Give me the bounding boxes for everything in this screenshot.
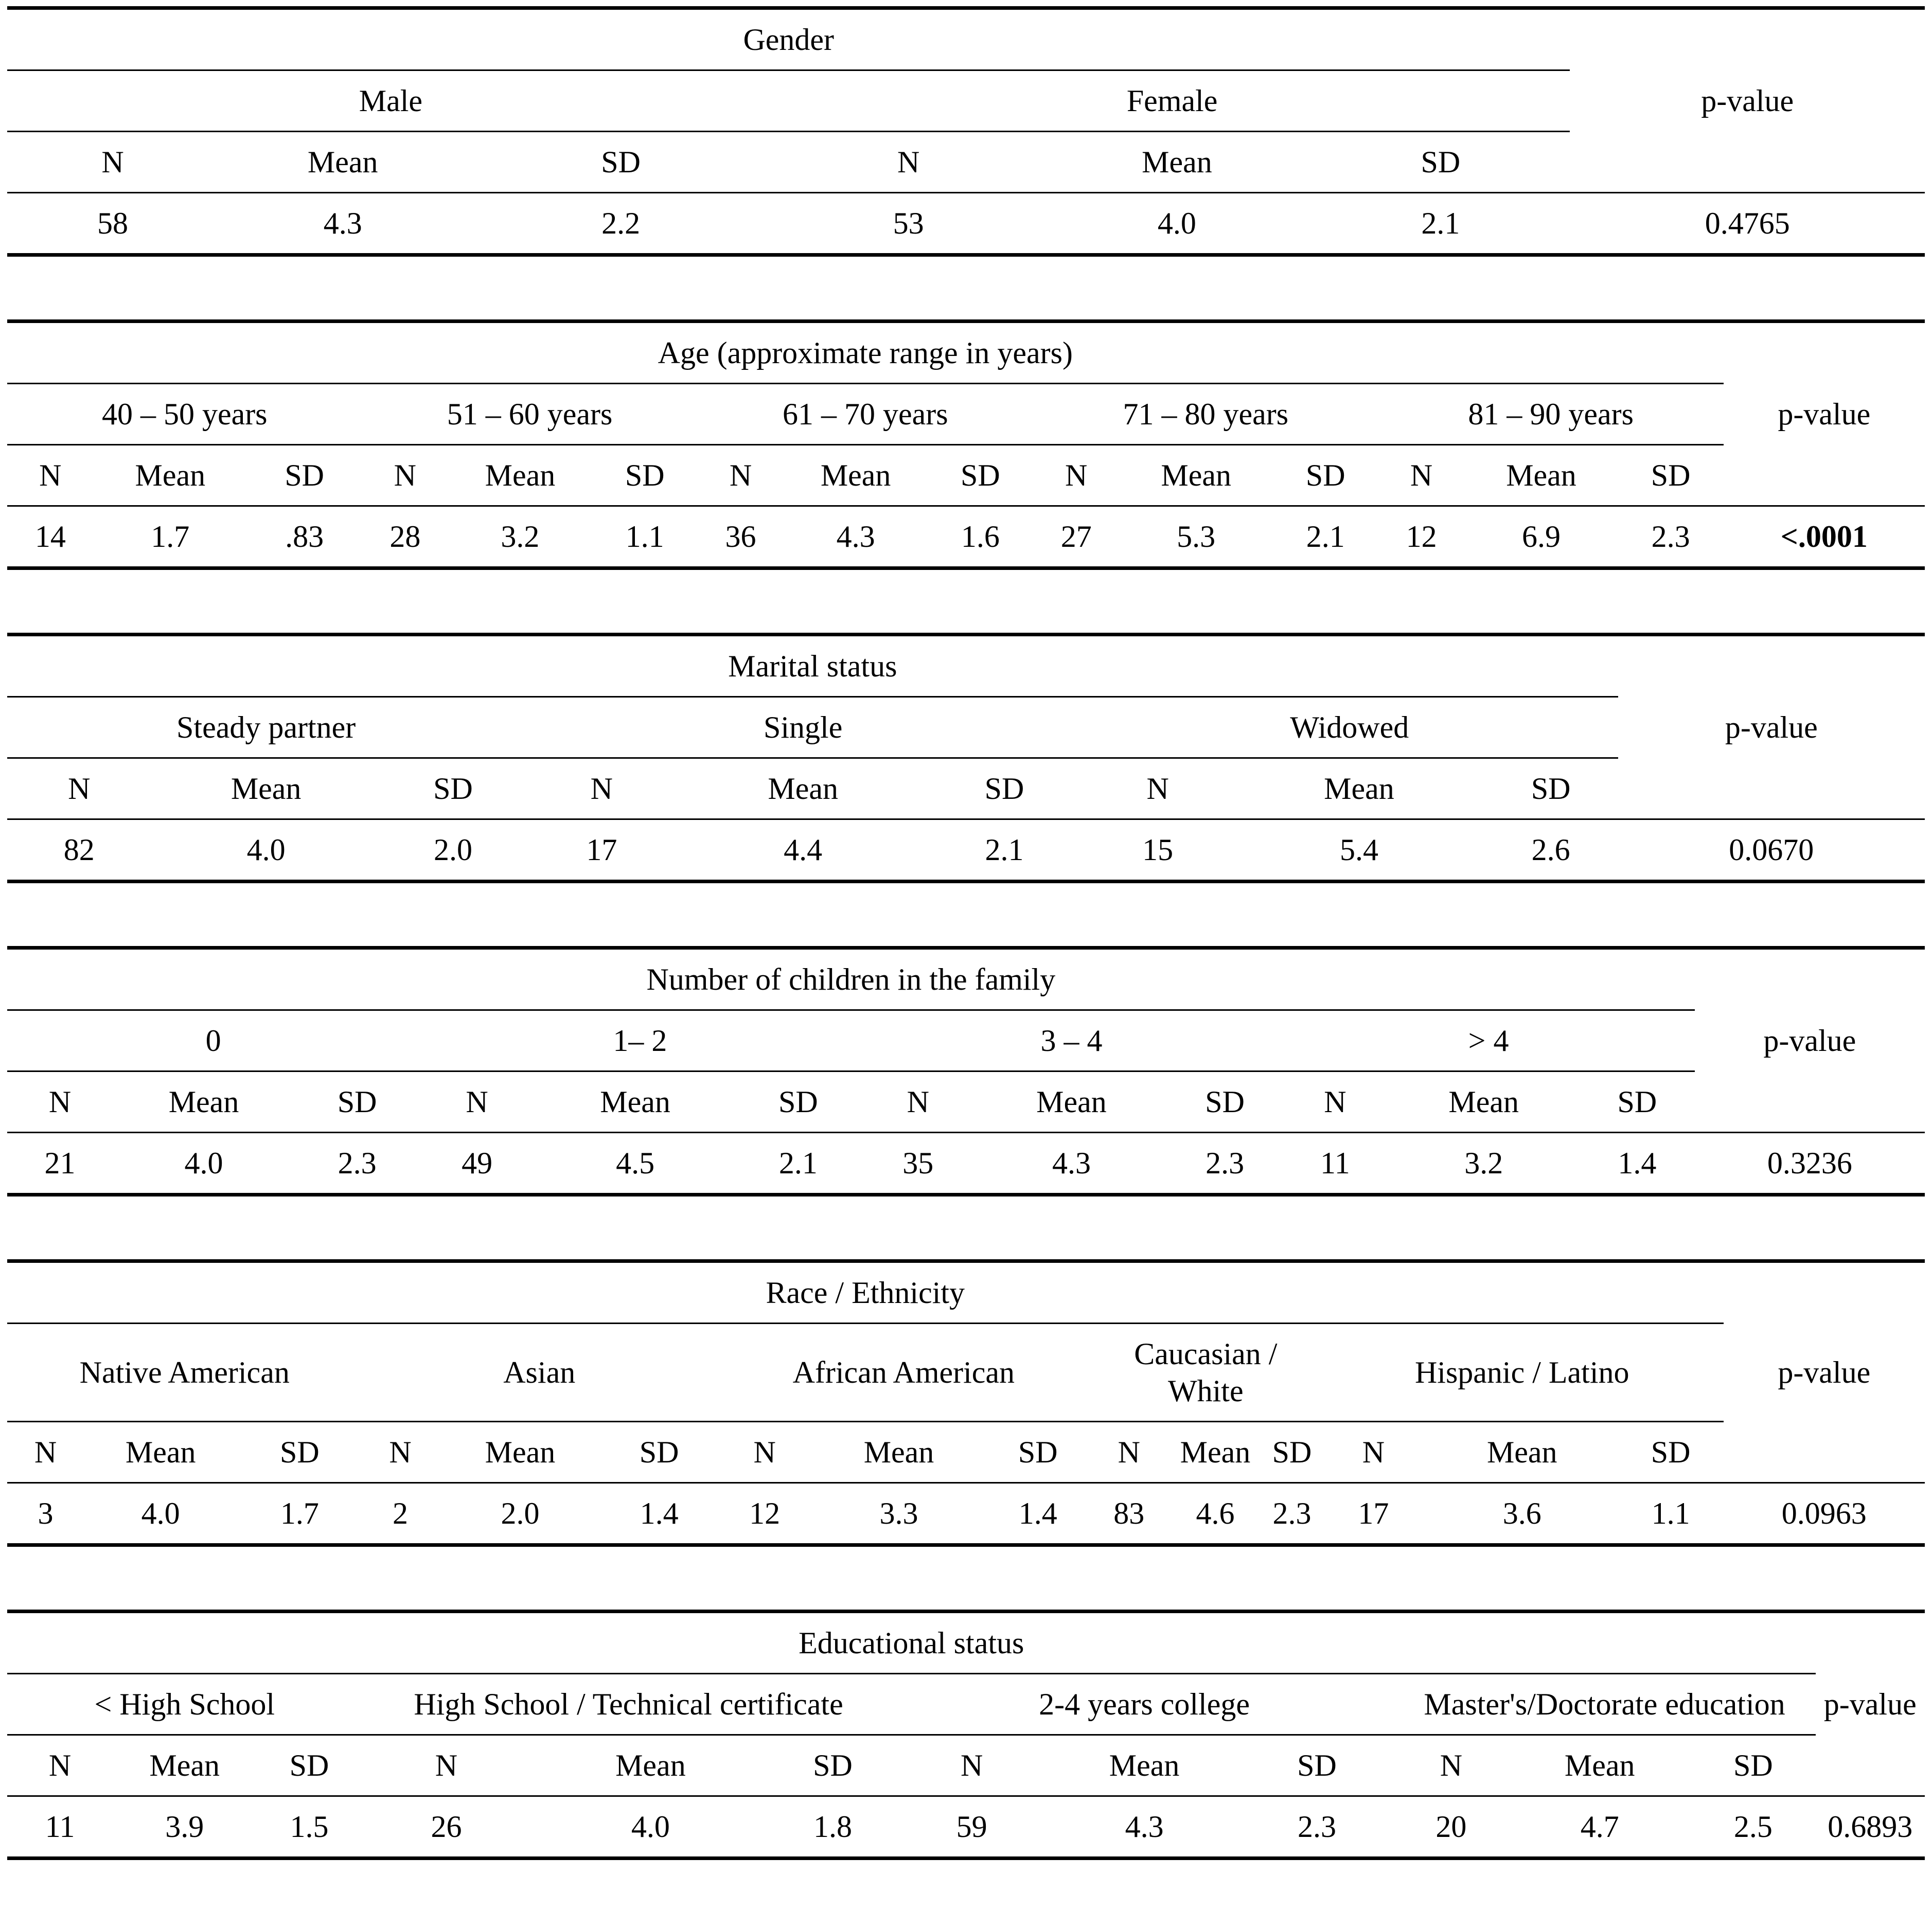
col-header-sd: SD xyxy=(1311,132,1570,193)
col-header-sd: SD xyxy=(1691,1735,1815,1796)
value-sd: 1.7 xyxy=(280,1496,319,1530)
section-title: Marital status xyxy=(7,635,1618,697)
value-mean: 4.0 xyxy=(1157,206,1196,240)
age-section-table xyxy=(7,319,1925,570)
group-label: Steady partner xyxy=(7,697,525,758)
col-header-sd: SD xyxy=(1167,1071,1283,1133)
col-header-mean: Mean xyxy=(976,1071,1167,1133)
value-mean: 3.6 xyxy=(1502,1496,1541,1530)
col-header-sd: SD xyxy=(592,445,698,506)
group-label: > 4 xyxy=(1282,1010,1694,1071)
group-row xyxy=(7,384,1925,445)
col-header-mean: Mean xyxy=(530,1735,770,1796)
col-header-n: N xyxy=(362,445,448,506)
value-n: 15 xyxy=(1142,833,1174,867)
value-n: 12 xyxy=(1406,520,1437,553)
col-header-mean: Mean xyxy=(84,1422,237,1483)
group-label: Native American xyxy=(7,1324,362,1422)
col-header-sd: SD xyxy=(237,1422,362,1483)
col-header-n: N xyxy=(1394,1735,1509,1796)
p-value: 0.6893 xyxy=(1828,1810,1913,1844)
value-mean: 3.2 xyxy=(501,520,540,553)
header-row xyxy=(7,1071,1925,1133)
value-sd: 2.3 xyxy=(338,1146,377,1180)
value-mean: 4.7 xyxy=(1580,1810,1619,1844)
col-header-n: N xyxy=(419,1071,535,1133)
value-sd: 1.1 xyxy=(1651,1496,1690,1530)
value-mean: 4.3 xyxy=(1125,1810,1164,1844)
col-header-n: N xyxy=(525,758,678,819)
col-header-sd: SD xyxy=(770,1735,895,1796)
value-sd: 2.5 xyxy=(1733,1810,1773,1844)
col-header-n: N xyxy=(1321,1422,1426,1483)
col-header-sd: SD xyxy=(1618,1422,1724,1483)
section-title-row xyxy=(7,1612,1925,1674)
col-header-sd: SD xyxy=(257,1735,362,1796)
group-label: 2-4 years college xyxy=(895,1674,1394,1735)
group-label: 61 – 70 years xyxy=(698,384,1033,445)
data-row xyxy=(7,1133,1925,1195)
p-value-header: p-value xyxy=(1695,948,1925,1133)
data-row xyxy=(7,193,1925,255)
col-header-mean: Mean xyxy=(812,1422,985,1483)
col-header-mean: Mean xyxy=(218,132,468,193)
col-header-sd: SD xyxy=(467,132,774,193)
col-header-mean: Mean xyxy=(678,758,928,819)
col-header-n: N xyxy=(717,1422,812,1483)
educational-status-section-table xyxy=(7,1610,1925,1860)
group-label: < High School xyxy=(7,1674,362,1735)
value-mean: 6.9 xyxy=(1522,520,1561,553)
value-mean: 5.3 xyxy=(1177,520,1216,553)
group-label: 81 – 90 years xyxy=(1378,384,1724,445)
col-header-sd: SD xyxy=(1484,758,1618,819)
value-sd: 1.8 xyxy=(813,1810,852,1844)
value-mean: 4.0 xyxy=(631,1810,670,1844)
col-header-mean: Mean xyxy=(1234,758,1484,819)
value-n: 27 xyxy=(1060,520,1092,553)
value-sd: 1.1 xyxy=(625,520,664,553)
col-header-mean: Mean xyxy=(1509,1735,1691,1796)
p-value: 0.0963 xyxy=(1781,1496,1867,1530)
group-label: High School / Technical certificate xyxy=(362,1674,895,1735)
group-label: 0 xyxy=(7,1010,419,1071)
col-header-sd: SD xyxy=(381,758,525,819)
col-header-sd: SD xyxy=(736,1071,860,1133)
value-sd: 1.4 xyxy=(1618,1146,1657,1180)
col-header-mean: Mean xyxy=(535,1071,736,1133)
col-header-n: N xyxy=(895,1735,1049,1796)
value-mean: 5.4 xyxy=(1339,833,1378,867)
value-sd: 2.1 xyxy=(1306,520,1345,553)
p-value-header: p-value xyxy=(1724,1261,1925,1483)
value-sd: 2.0 xyxy=(434,833,472,867)
p-value: 0.4765 xyxy=(1705,206,1790,240)
value-mean: 4.0 xyxy=(184,1146,223,1180)
col-header-sd: SD xyxy=(1618,445,1724,506)
data-row xyxy=(7,1796,1925,1859)
group-label: Asian xyxy=(362,1324,716,1422)
col-header-sd: SD xyxy=(1580,1071,1695,1133)
col-header-sd: SD xyxy=(1263,1422,1321,1483)
group-label: 1– 2 xyxy=(419,1010,860,1071)
value-mean: 4.5 xyxy=(616,1146,655,1180)
value-n: 17 xyxy=(586,833,617,867)
marital-status-section-table xyxy=(7,633,1925,883)
p-value-header: p-value xyxy=(1724,322,1925,506)
group-label: 40 – 50 years xyxy=(7,384,362,445)
value-n: 20 xyxy=(1435,1810,1467,1844)
value-n: 2 xyxy=(393,1496,409,1530)
value-n: 26 xyxy=(431,1810,462,1844)
p-value-header: p-value xyxy=(1570,8,1925,193)
value-n: 28 xyxy=(389,520,421,553)
col-header-n: N xyxy=(362,1422,438,1483)
section-title: Race / Ethnicity xyxy=(7,1261,1724,1324)
value-sd: 1.6 xyxy=(961,520,1000,553)
value-sd: 1.5 xyxy=(290,1810,329,1844)
section-title-row xyxy=(7,948,1925,1010)
value-mean: 2.0 xyxy=(501,1496,540,1530)
col-header-n: N xyxy=(1081,758,1234,819)
value-mean: 3.2 xyxy=(1464,1146,1503,1180)
group-row xyxy=(7,1010,1925,1071)
col-header-sd: SD xyxy=(1273,445,1378,506)
section-title: Age (approximate range in years) xyxy=(7,322,1724,384)
value-sd: 2.3 xyxy=(1298,1810,1336,1844)
group-label: Single xyxy=(525,697,1081,758)
value-sd: .83 xyxy=(285,520,324,553)
col-header-mean: Mean xyxy=(151,758,381,819)
value-mean: 3.3 xyxy=(879,1496,918,1530)
col-header-n: N xyxy=(7,1422,84,1483)
col-header-sd: SD xyxy=(601,1422,717,1483)
group-label: African American xyxy=(717,1324,1091,1422)
value-n: 12 xyxy=(749,1496,781,1530)
col-header-n: N xyxy=(7,1735,113,1796)
col-header-mean: Mean xyxy=(113,1071,295,1133)
group-label: Male xyxy=(7,70,774,132)
value-mean: 4.4 xyxy=(784,833,823,867)
header-row xyxy=(7,1735,1925,1796)
header-row xyxy=(7,445,1925,506)
col-header-n: N xyxy=(1282,1071,1388,1133)
data-row xyxy=(7,506,1925,568)
col-header-n: N xyxy=(7,132,218,193)
value-sd: 2.3 xyxy=(1206,1146,1245,1180)
col-header-sd: SD xyxy=(295,1071,419,1133)
group-label: Female xyxy=(774,70,1570,132)
race-ethnicity-section-table xyxy=(7,1259,1925,1547)
value-n: 53 xyxy=(893,206,924,240)
section-title-row xyxy=(7,1261,1925,1324)
col-header-n: N xyxy=(7,758,151,819)
col-header-mean: Mean xyxy=(113,1735,257,1796)
col-header-sd: SD xyxy=(928,758,1081,819)
value-mean: 1.7 xyxy=(151,520,190,553)
value-n: 14 xyxy=(34,520,66,553)
group-label: 3 – 4 xyxy=(860,1010,1282,1071)
p-value: 0.3236 xyxy=(1767,1146,1852,1180)
section-title-row xyxy=(7,322,1925,384)
group-label: Master's/Doctorate education xyxy=(1394,1674,1816,1735)
p-value: 0.0670 xyxy=(1729,833,1814,867)
group-label: Caucasian / White xyxy=(1091,1324,1321,1422)
section-title: Gender xyxy=(7,8,1570,70)
col-header-n: N xyxy=(1378,445,1465,506)
value-sd: 1.4 xyxy=(1018,1496,1057,1530)
col-header-mean: Mean xyxy=(439,1422,602,1483)
value-sd: 2.3 xyxy=(1272,1496,1311,1530)
header-row xyxy=(7,1422,1925,1483)
value-sd: 2.6 xyxy=(1531,833,1570,867)
value-sd: 2.1 xyxy=(1421,206,1460,240)
col-header-sd: SD xyxy=(985,1422,1091,1483)
group-row xyxy=(7,1674,1925,1735)
value-n: 36 xyxy=(725,520,756,553)
value-n: 58 xyxy=(97,206,128,240)
col-header-n: N xyxy=(1033,445,1120,506)
col-header-n: N xyxy=(7,1071,113,1133)
value-n: 11 xyxy=(1320,1146,1350,1180)
col-header-mean: Mean xyxy=(1120,445,1273,506)
value-n: 35 xyxy=(902,1146,934,1180)
value-mean: 4.3 xyxy=(323,206,362,240)
col-header-mean: Mean xyxy=(1049,1735,1240,1796)
col-header-n: N xyxy=(362,1735,530,1796)
col-header-mean: Mean xyxy=(1388,1071,1580,1133)
value-mean: 4.3 xyxy=(836,520,875,553)
value-n: 3 xyxy=(38,1496,54,1530)
data-row xyxy=(7,1483,1925,1545)
value-mean: 4.3 xyxy=(1052,1146,1091,1180)
children-section-table xyxy=(7,946,1925,1196)
value-mean: 4.0 xyxy=(141,1496,180,1530)
value-n: 17 xyxy=(1358,1496,1389,1530)
gender-section-table xyxy=(7,6,1925,257)
section-title: Number of children in the family xyxy=(7,948,1695,1010)
col-header-mean: Mean xyxy=(1167,1422,1263,1483)
col-header-sd: SD xyxy=(1240,1735,1393,1796)
col-header-mean: Mean xyxy=(1043,132,1311,193)
value-n: 11 xyxy=(45,1810,75,1844)
group-row xyxy=(7,1324,1925,1422)
col-header-n: N xyxy=(1091,1422,1167,1483)
col-header-n: N xyxy=(7,445,94,506)
col-header-mean: Mean xyxy=(784,445,928,506)
value-n: 82 xyxy=(63,833,95,867)
section-title-row xyxy=(7,635,1925,697)
p-value-header: p-value xyxy=(1816,1612,1925,1796)
value-n: 59 xyxy=(956,1810,987,1844)
col-header-mean: Mean xyxy=(1464,445,1618,506)
value-mean: 3.9 xyxy=(165,1810,204,1844)
group-label: 51 – 60 years xyxy=(362,384,697,445)
value-n: 21 xyxy=(44,1146,76,1180)
value-sd: 2.1 xyxy=(778,1146,818,1180)
value-mean: 4.6 xyxy=(1196,1496,1235,1530)
col-header-sd: SD xyxy=(928,445,1033,506)
value-mean: 4.0 xyxy=(246,833,286,867)
col-header-n: N xyxy=(860,1071,976,1133)
section-title-row xyxy=(7,8,1925,70)
section-title: Educational status xyxy=(7,1612,1816,1674)
p-value-header: p-value xyxy=(1618,635,1925,819)
col-header-sd: SD xyxy=(247,445,362,506)
col-header-n: N xyxy=(774,132,1043,193)
value-sd: 2.1 xyxy=(985,833,1024,867)
value-n: 49 xyxy=(462,1146,493,1180)
value-sd: 2.2 xyxy=(601,206,641,240)
value-n: 83 xyxy=(1113,1496,1145,1530)
value-sd: 1.4 xyxy=(640,1496,679,1530)
group-label: Widowed xyxy=(1081,697,1618,758)
group-label: 71 – 80 years xyxy=(1033,384,1378,445)
value-sd: 2.3 xyxy=(1651,520,1690,553)
p-value: <.0001 xyxy=(1780,520,1868,553)
col-header-n: N xyxy=(698,445,784,506)
col-header-mean: Mean xyxy=(1426,1422,1618,1483)
data-row xyxy=(7,819,1925,882)
group-label: Hispanic / Latino xyxy=(1321,1324,1724,1422)
col-header-mean: Mean xyxy=(94,445,247,506)
col-header-mean: Mean xyxy=(448,445,592,506)
